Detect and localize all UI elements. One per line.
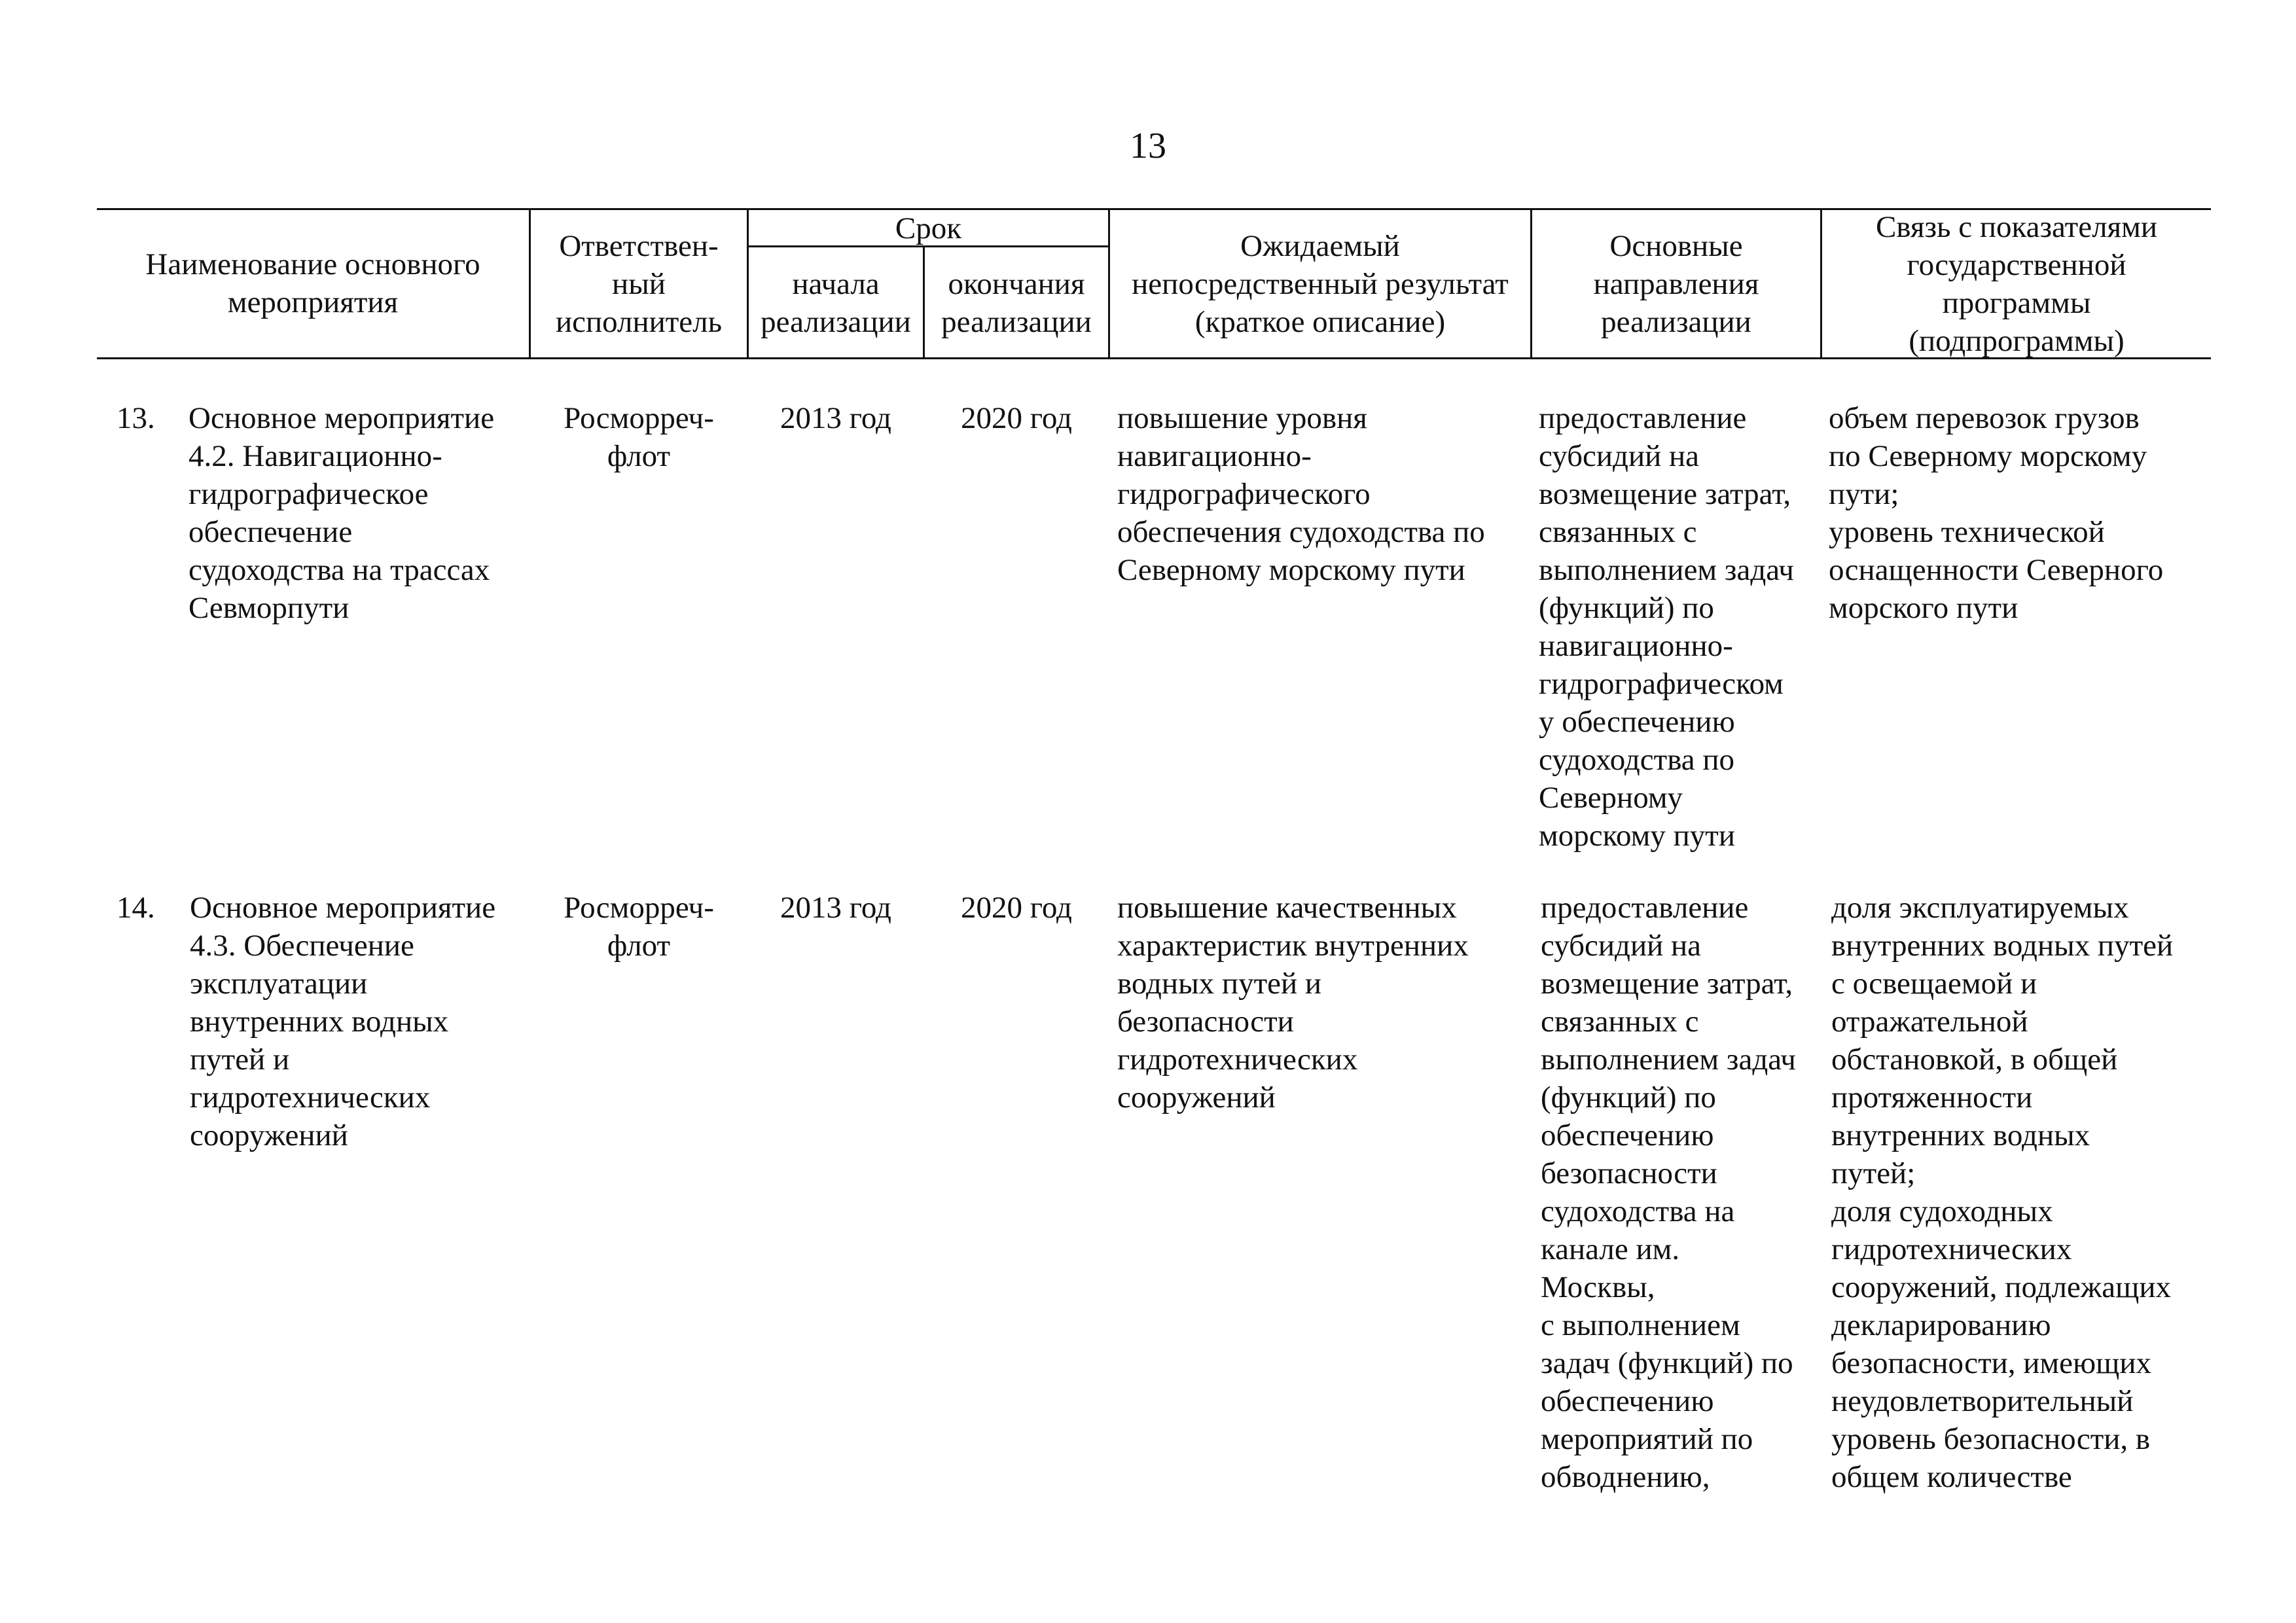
header-directions: Основные направления реализации (1593, 229, 1759, 339)
header-name: Наименование основного мероприятия (145, 247, 480, 319)
row-13-number: 13. (117, 401, 155, 435)
row-13-start: 2013 год (780, 401, 891, 435)
row-14-name: Основное мероприятие 4.3. Обеспечение эксплуатации внутренних водных путей и гидротехнических сооружений (190, 891, 496, 1152)
row-14-executor: Росморреч- флот (564, 891, 714, 963)
header-result: Ожидаемый непосредственный результат (краткое описание) (1132, 229, 1509, 339)
row-14-number: 14. (117, 891, 155, 925)
page-number: 13 (1130, 126, 1166, 166)
header-term-end: окончания реализации (941, 267, 1092, 339)
row-14-start: 2013 год (780, 891, 891, 925)
row-13-executor: Росморреч- флот (564, 401, 714, 473)
row-14-directions: предоставление субсидий на возмещение затрат, связанных с выполнением задач (функций) по обеспечению безопасности судоходства на канале им. Москвы, с выполнением задач (функций) по обеспечению мероприятий по обводнению, (1541, 891, 1796, 1494)
row-14-end: 2020 год (961, 891, 1072, 925)
header-executor: Ответствен- ный исполнитель (555, 229, 723, 339)
row-14-link: доля эксплуатируемых внутренних водных путей с освещаемой и отражательной обстановкой, в общей протяженности внутренних водных путей; доля судоходных гидротехнических сооружений, подлежащих декларированию безопасности, имеющих неудовлетворительный уровень безопасности, в общем количестве (1831, 891, 2174, 1494)
header-term: Срок (895, 211, 962, 245)
row-14-result: повышение качественных характеристик внутренних водных путей и безопасности гидротехнических сооружений (1117, 891, 1469, 1115)
row-13-link: объем перевозок грузов по Северному морскому пути; уровень технической оснащенности Северного морского пути (1829, 401, 2164, 625)
row-13-result: повышение уровня навигационно- гидрографического обеспечения судоходства по Северному морскому пути (1117, 401, 1485, 587)
row-13-directions: предоставление субсидий на возмещение затрат, связанных с выполнением задач (функций) по навигационно- гидрографическом у обеспечению судоходства по Северному морскому пути (1539, 401, 1794, 853)
row-13-end: 2020 год (961, 401, 1072, 435)
header-link: Связь с показателями государственной программы (подпрограммы) (1875, 210, 2158, 358)
row-13-name: Основное мероприятие 4.2. Навигационно- гидрографическое обеспечение судоходства на трассах Севморпути (188, 401, 495, 625)
header-term-start: начала реализации (761, 267, 911, 339)
